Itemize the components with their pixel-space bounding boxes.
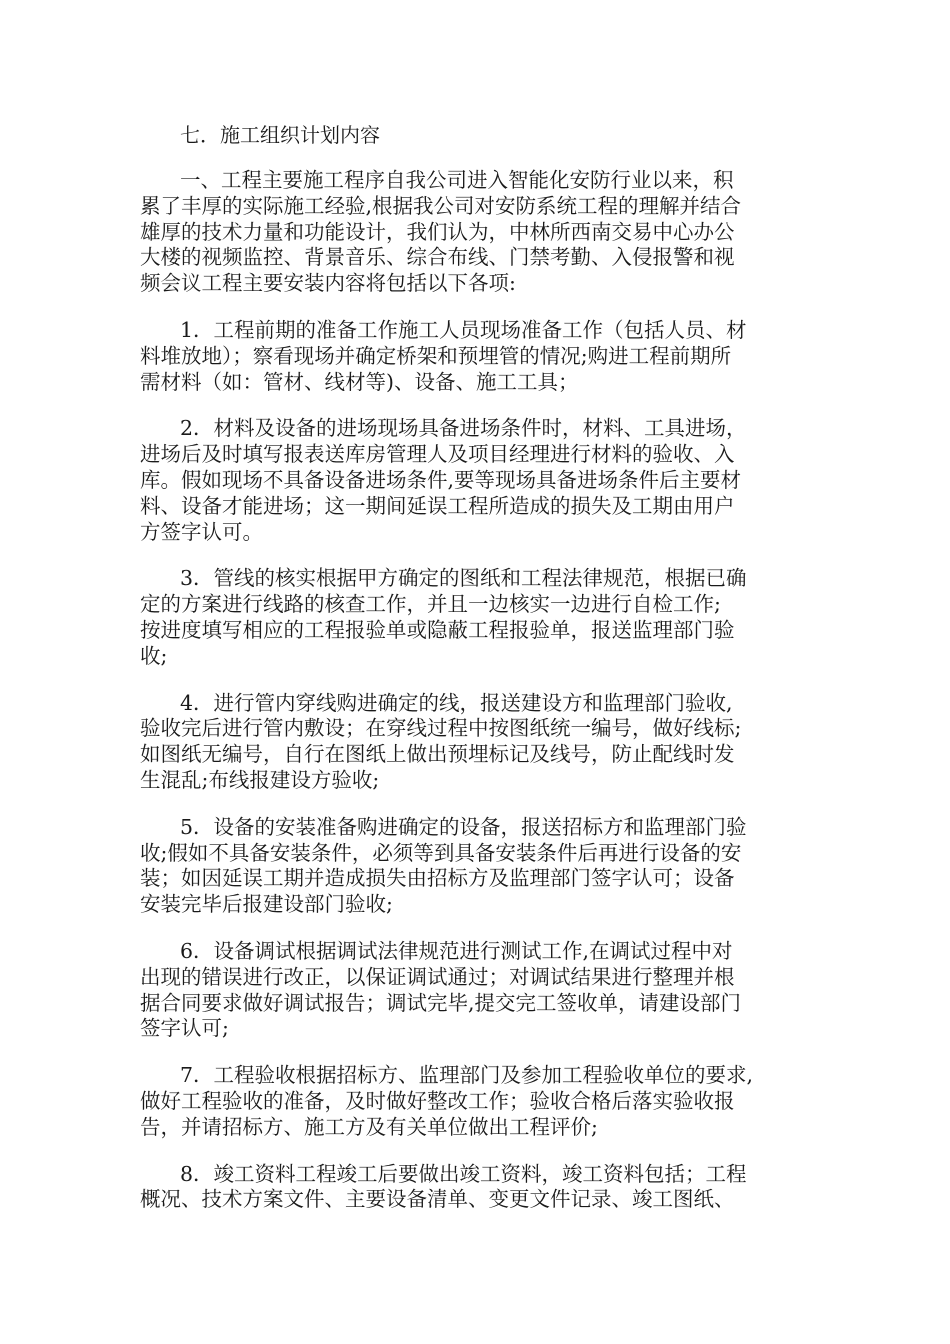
- paragraph-intro: [140, 168, 808, 297]
- document-body: [140, 122, 808, 1234]
- paragraph-line: 概况、技术方案文件、主要设备清单、变更文件记录、竣工图纸、: [140, 1187, 735, 1212]
- paragraph-line: 库。假如现场不具备设备进场条件,要等现场具备进场条件后主要材: [140, 467, 742, 492]
- paragraph-line: 按进度填写相应的工程报验单或隐蔽工程报验单，报送监理部门验: [140, 617, 735, 642]
- paragraph-item-6: [140, 939, 808, 1042]
- paragraph-item-7: [140, 1063, 808, 1140]
- paragraph-line: 累了丰厚的实际施工经验,根据我公司对安防系统工程的理解并结合: [140, 193, 742, 218]
- section-heading: 七．施工组织计划内容: [180, 123, 380, 147]
- paragraph-item-4: [140, 691, 808, 794]
- paragraph-line: 1．工程前期的准备工作施工人员现场准备工作（包括人员、材: [180, 317, 747, 342]
- paragraph-line: 大楼的视频监控、背景音乐、综合布线、门禁考勤、入侵报警和视: [140, 245, 735, 270]
- paragraph-line: 如图纸无编号，自行在图纸上做出预埋标记及线号，防止配线时发: [140, 742, 735, 767]
- paragraph-line: 签字认可;: [140, 1016, 229, 1041]
- paragraph-item-5: [140, 815, 808, 918]
- paragraph-line: 告，并请招标方、施工方及有关单位做出工程评价;: [140, 1114, 598, 1139]
- paragraph-line: 一、工程主要施工程序自我公司进入智能化安防行业以来，积: [180, 168, 734, 192]
- paragraph-line: 出现的错误进行改正，以保证调试通过；对调试结果进行整理并根: [140, 964, 735, 989]
- paragraph-item-8: [140, 1162, 808, 1214]
- paragraph-line: 定的方案进行线路的核查工作，并且一边核实一边进行自检工作;: [140, 592, 721, 617]
- paragraph-line: 7．工程验收根据招标方、监理部门及参加工程验收单位的要求,: [180, 1063, 754, 1088]
- paragraph-line: 料堆放地）；察看现场并确定桥架和预埋管的情况;购进工程前期所: [140, 343, 732, 368]
- paragraph-line: 2．材料及设备的进场现场具备进场条件时，材料、工具进场，: [180, 416, 747, 441]
- paragraph-line: 据合同要求做好调试报告；调试完毕,提交完工签收单，请建设部门: [140, 990, 742, 1015]
- paragraph-line: 收;: [140, 643, 168, 668]
- paragraph-line: 需材料（如：管材、线材等)、设备、施工工具；: [140, 369, 579, 394]
- paragraph-line: 收;假如不具备安装条件，必须等到具备安装条件后再进行设备的安: [140, 840, 742, 865]
- paragraph-line: 料、设备才能进场；这一期间延误工程所造成的损失及工期由用户: [140, 493, 735, 518]
- paragraph-line: 验收完后进行管内敷设；在穿线过程中按图纸统一编号，做好线标;: [140, 716, 742, 741]
- paragraph-line: 生混乱;布线报建设方验收;: [140, 767, 380, 792]
- paragraph-line: 雄厚的技术力量和功能设计，我们认为，中林所西南交易中心办公: [140, 219, 735, 244]
- paragraph-item-2: [140, 416, 808, 545]
- paragraph-line: 进场后及时填写报表送库房管理人及项目经理进行材料的验收、入: [140, 442, 735, 467]
- paragraph-line: 8．竣工资料工程竣工后要做出竣工资料，竣工资料包括；工程: [180, 1161, 747, 1186]
- paragraph-line: 方签字认可。: [140, 519, 263, 544]
- paragraph-line: 做好工程验收的准备，及时做好整改工作；验收合格后落实验收报: [140, 1088, 735, 1113]
- paragraph-item-3: [140, 566, 808, 669]
- paragraph-line: 频会议工程主要安装内容将包括以下各项:: [140, 271, 516, 296]
- paragraph-line: 装；如因延误工期并造成损失由招标方及监理部门签字认可；设备: [140, 866, 735, 891]
- paragraph-line: 4．进行管内穿线购进确定的线，报送建设方和监理部门验收,: [180, 690, 733, 715]
- paragraph-line: 5．设备的安装准备购进确定的设备，报送招标方和监理部门验: [180, 814, 747, 839]
- paragraph-item-1: [140, 318, 808, 395]
- paragraph-line: 3．管线的核实根据甲方确定的图纸和工程法律规范，根据已确: [180, 566, 747, 591]
- paragraph-line: 6．设备调试根据调试法律规范进行测试工作,在调试过程中对: [180, 938, 733, 963]
- paragraph-line: 安装完毕后报建设部门验收;: [140, 892, 393, 917]
